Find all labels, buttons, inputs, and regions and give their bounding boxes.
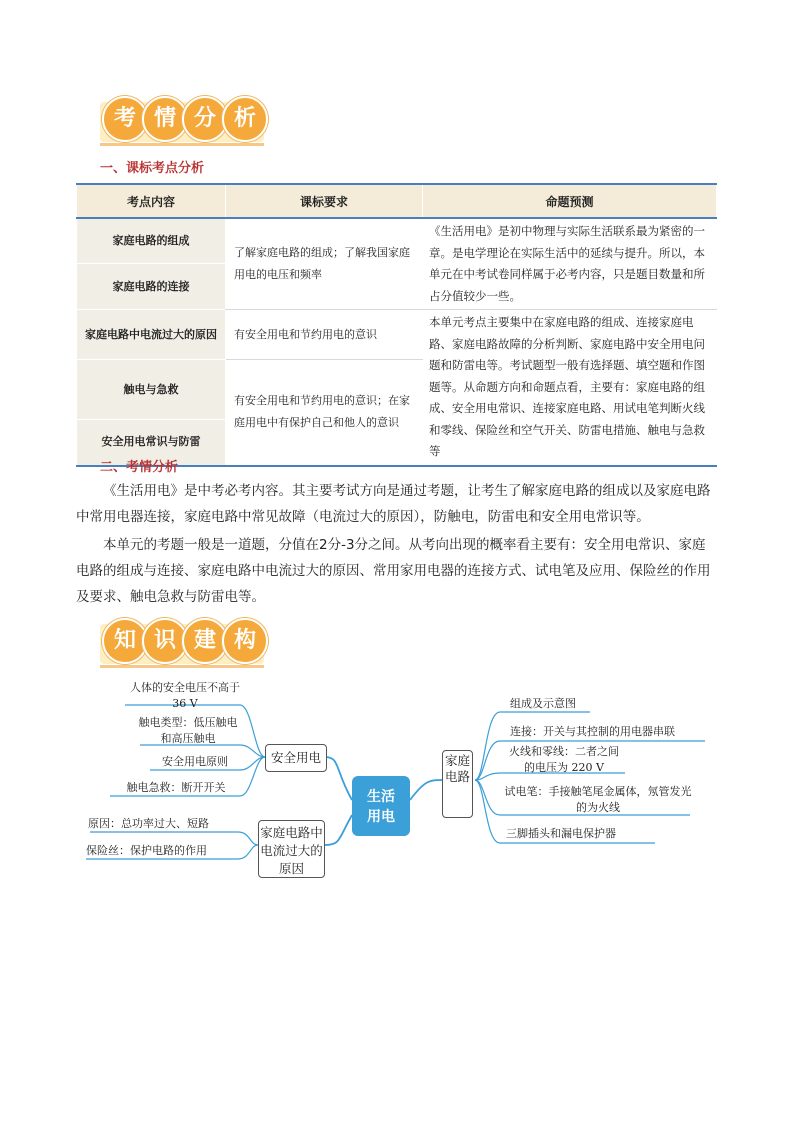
table-cell: 触电与急救 bbox=[77, 360, 226, 420]
leaf-first-aid: 触电急救：断开开关 bbox=[126, 781, 226, 794]
table-cell: 家庭电路中电流过大的原因 bbox=[77, 310, 226, 360]
leaf-test-pen: 试电笔：手接触笔尾金属体，氖管发光的为火线 bbox=[504, 785, 692, 814]
table-header: 课标要求 bbox=[226, 184, 423, 218]
table-cell: 安全用电常识与防雷 bbox=[77, 420, 226, 466]
node-home: 家庭电路 bbox=[442, 750, 473, 818]
leaf-composition: 组成及示意图 bbox=[510, 697, 576, 710]
banner-char: 知 bbox=[102, 618, 148, 664]
table-cell: 本单元考点主要集中在家庭电路的组成、连接家庭电路、家庭电路故障的分析判断、家庭电路中安全用电问题和防雷电等。考试题型一般有选择题、填空题和作图题等。从命题方向和命题点看，主要有：家庭电路的组成、安全用电常识、连接家庭电路、用试电笔判断火线和零线、保险丝和空气开关、防雷电措施、触电与急救等 bbox=[423, 310, 717, 466]
banner-char: 析 bbox=[222, 96, 268, 142]
banner-char: 构 bbox=[222, 618, 268, 664]
table-cell: 家庭电路的连接 bbox=[77, 264, 226, 310]
paragraph: 本单元的考题一般是一道题，分值在2分-3分之间。从考向出现的概率看主要有：安全用电常识、家庭电路的组成与连接、家庭电路中电流过大的原因、常用家用电器的连接方式、试电笔及应用、保险丝的作用及要求、触电急救与防雷电等。 bbox=[76, 537, 711, 605]
leaf-fuse: 保险丝：保护电路的作用 bbox=[86, 844, 207, 857]
paragraph: 《生活用电》是中考必考内容。其主要考试方向是通过考题，让考生了解家庭电路的组成以及家庭电路中常用电器连接，家庭电路中常见故障（电流过大的原因），防触电，防雷电和安全用电常识等。 bbox=[76, 483, 711, 525]
table-cell: 了解家庭电路的组成；了解我国家庭用电的电压和频率 bbox=[226, 218, 423, 310]
leaf-connection: 连接：开关与其控制的用电器串联 bbox=[510, 725, 675, 738]
table-cell: 《生活用电》是初中物理与实际生活联系最为紧密的一章。是电学理论在实际生活中的延续与提升。所以，本单元在中考试卷同样属于必考内容，只是题目数量和所占分值较少一些。 bbox=[423, 218, 717, 310]
leaf-live-neutral: 火线和零线：二者之间的电压为 220 V bbox=[509, 745, 619, 774]
banner-char: 考 bbox=[102, 96, 148, 142]
mindmap-center-node bbox=[352, 776, 410, 836]
table-cell: 家庭电路的组成 bbox=[77, 218, 226, 264]
table-header: 考点内容 bbox=[77, 184, 226, 218]
leaf-safety-principle: 安全用电原则 bbox=[162, 755, 228, 768]
section-title-2: 二、考情分析 bbox=[100, 460, 179, 475]
table-cell: 有安全用电和节约用电的意识；在家庭用电中有保护自己和他人的意识 bbox=[226, 360, 423, 466]
center-label: 生活用电 bbox=[367, 789, 395, 825]
banner-char: 情 bbox=[142, 96, 188, 142]
node-current: 家庭电路中电流过大的原因 bbox=[258, 820, 325, 878]
table-cell: 有安全用电和节约用电的意识 bbox=[226, 310, 423, 360]
node-safety: 安全用电 bbox=[265, 744, 327, 772]
leaf-safe-voltage: 人体的安全电压不高于 36 V bbox=[130, 681, 240, 710]
section-title-1: 一、课标考点分析 bbox=[100, 161, 205, 176]
banner-char: 识 bbox=[142, 618, 188, 664]
leaf-plug: 三脚插头和漏电保护器 bbox=[506, 827, 616, 840]
leaf-cause: 原因：总功率过大、短路 bbox=[88, 817, 209, 830]
leaf-shock-types: 触电类型：低压触电和高压触电 bbox=[138, 716, 238, 745]
table-header: 命题预测 bbox=[423, 184, 717, 218]
banner-char: 分 bbox=[182, 96, 228, 142]
banner-char: 建 bbox=[182, 618, 228, 664]
